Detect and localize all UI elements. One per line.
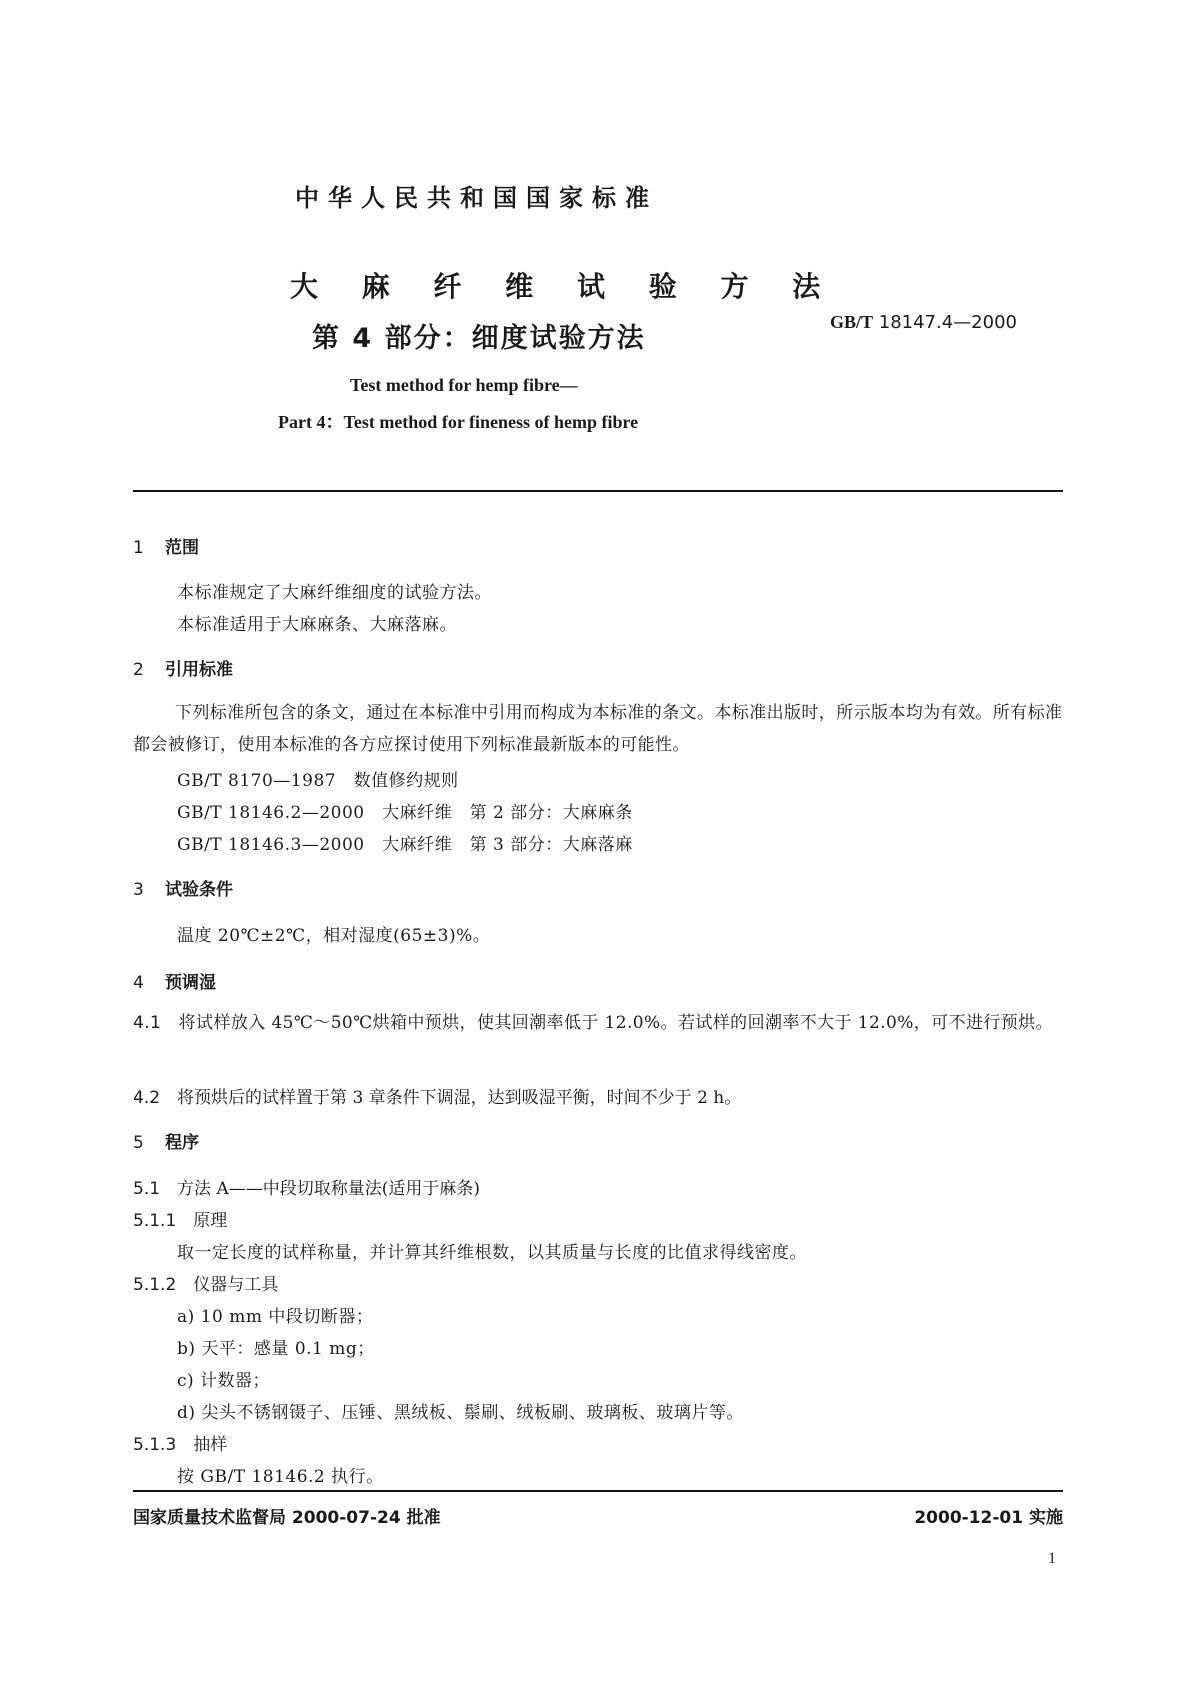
equipment-item: a) 10 mm 中段切断器； <box>177 1307 374 1327</box>
english-title: Test method for hemp fibre— <box>350 375 578 395</box>
reference-item: GB/T 18146.3—2000 大麻纤维 第 3 部分：大麻落麻 <box>177 835 633 855</box>
section-4-heading: 4 预调湿 <box>133 973 216 993</box>
implementation-date: 2000-12-01 实施 <box>914 1508 1063 1528</box>
header-divider <box>133 490 1063 492</box>
equipment-item: b) 天平：感量 0.1 mg； <box>177 1339 375 1359</box>
english-subtitle: Part 4：Test method for fineness of hemp fibre <box>278 412 639 432</box>
section-3-paragraph: 温度 20℃±2℃，相对湿度(65±3)%。 <box>177 926 491 946</box>
section-2-paragraph: 下列标准所包含的条文，通过在本标准中引用而构成为本标准的条文。本标准出版时，所示版本均为有效。所有标准都会被修订，使用本标准的各方应探讨使用下列标准最新版本的可能性。 <box>133 703 1063 755</box>
clause-5-1-3-text: 按 GB/T 18146.2 执行。 <box>177 1467 384 1487</box>
equipment-item: c) 计数器； <box>177 1371 271 1391</box>
reference-item: GB/T 18146.2—2000 大麻纤维 第 2 部分：大麻麻条 <box>177 803 633 823</box>
reference-item: GB/T 8170—1987 数值修约规则 <box>177 771 459 791</box>
footer-divider <box>133 1490 1063 1492</box>
clause-5-1: 5.1 方法 A——中段切取称量法(适用于麻条) <box>133 1179 480 1199</box>
clause-4-2: 4.2 将预烘后的试样置于第 3 章条件下调湿，达到吸湿平衡，时间不少于 2 h。 <box>133 1088 742 1108</box>
clause-5-1-1-heading: 5.1.1 原理 <box>133 1211 228 1231</box>
section-5-heading: 5 程序 <box>133 1133 199 1153</box>
standard-code-prefix: GB/T <box>830 312 874 332</box>
national-standard-label: 中华人民共和国国家标准 <box>295 184 658 212</box>
clause-5-1-2-heading: 5.1.2 仪器与工具 <box>133 1275 279 1295</box>
section-3-heading: 3 试验条件 <box>133 880 233 900</box>
clause-4-1: 4.1 将试样放入 45℃～50℃烘箱中预烘，使其回潮率低于 12.0%。若试样的回潮率不大于 12.0%，可不进行预烘。 <box>133 1013 1053 1033</box>
approval-info: 国家质量技术监督局 2000-07-24 批准 <box>133 1508 441 1528</box>
standard-code-number: 18147.4—2000 <box>878 312 1017 333</box>
section-1-paragraph-2: 本标准适用于大麻麻条、大麻落麻。 <box>177 615 457 635</box>
standard-code <box>830 312 1017 333</box>
equipment-item: d) 尖头不锈钢镊子、压锤、黑绒板、鬃刷、绒板刷、玻璃板、玻璃片等。 <box>177 1403 744 1423</box>
clause-5-1-1-text: 取一定长度的试样称量，并计算其纤维根数，以其质量与长度的比值求得线密度。 <box>177 1243 807 1263</box>
page-number: 1 <box>1048 1550 1056 1567</box>
document-title: 大 麻 纤 维 试 验 方 法 <box>290 270 838 303</box>
section-1-heading: 1 范围 <box>133 538 199 558</box>
clause-5-1-3-heading: 5.1.3 抽样 <box>133 1435 228 1455</box>
section-2-heading: 2 引用标准 <box>133 660 233 680</box>
section-1-paragraph-1: 本标准规定了大麻纤维细度的试验方法。 <box>177 583 492 603</box>
document-subtitle: 第 4 部分：细度试验方法 <box>312 323 646 354</box>
